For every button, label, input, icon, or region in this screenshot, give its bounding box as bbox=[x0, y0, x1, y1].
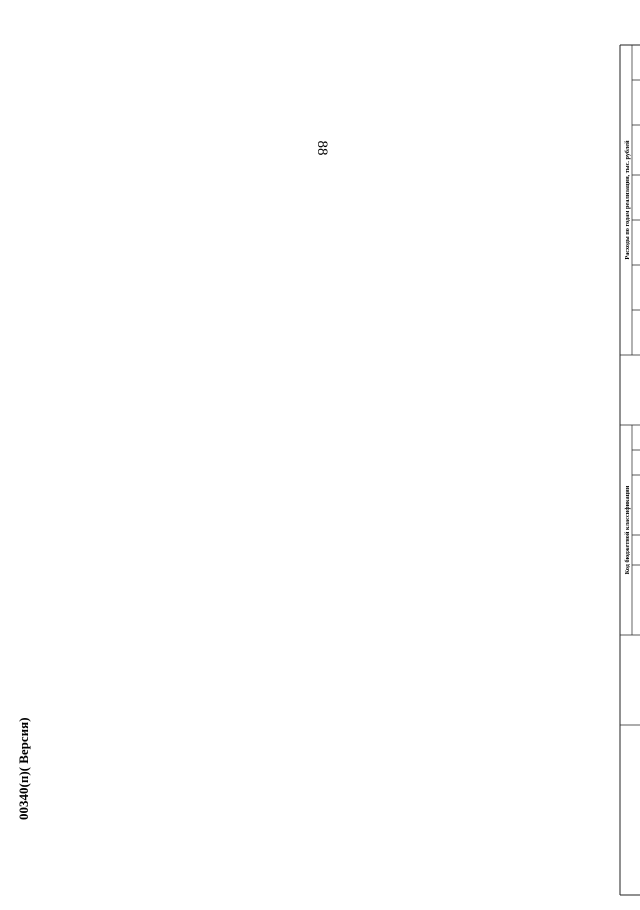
expenses-header: Расходы по годам реализации, тыс. рублей bbox=[624, 140, 631, 260]
footer-version: 00340(п)( Версия) bbox=[16, 717, 31, 820]
bk-header: Код бюджетной классификации bbox=[624, 485, 631, 574]
budget-table bbox=[620, 45, 640, 895]
page-number: 88 bbox=[314, 141, 330, 156]
